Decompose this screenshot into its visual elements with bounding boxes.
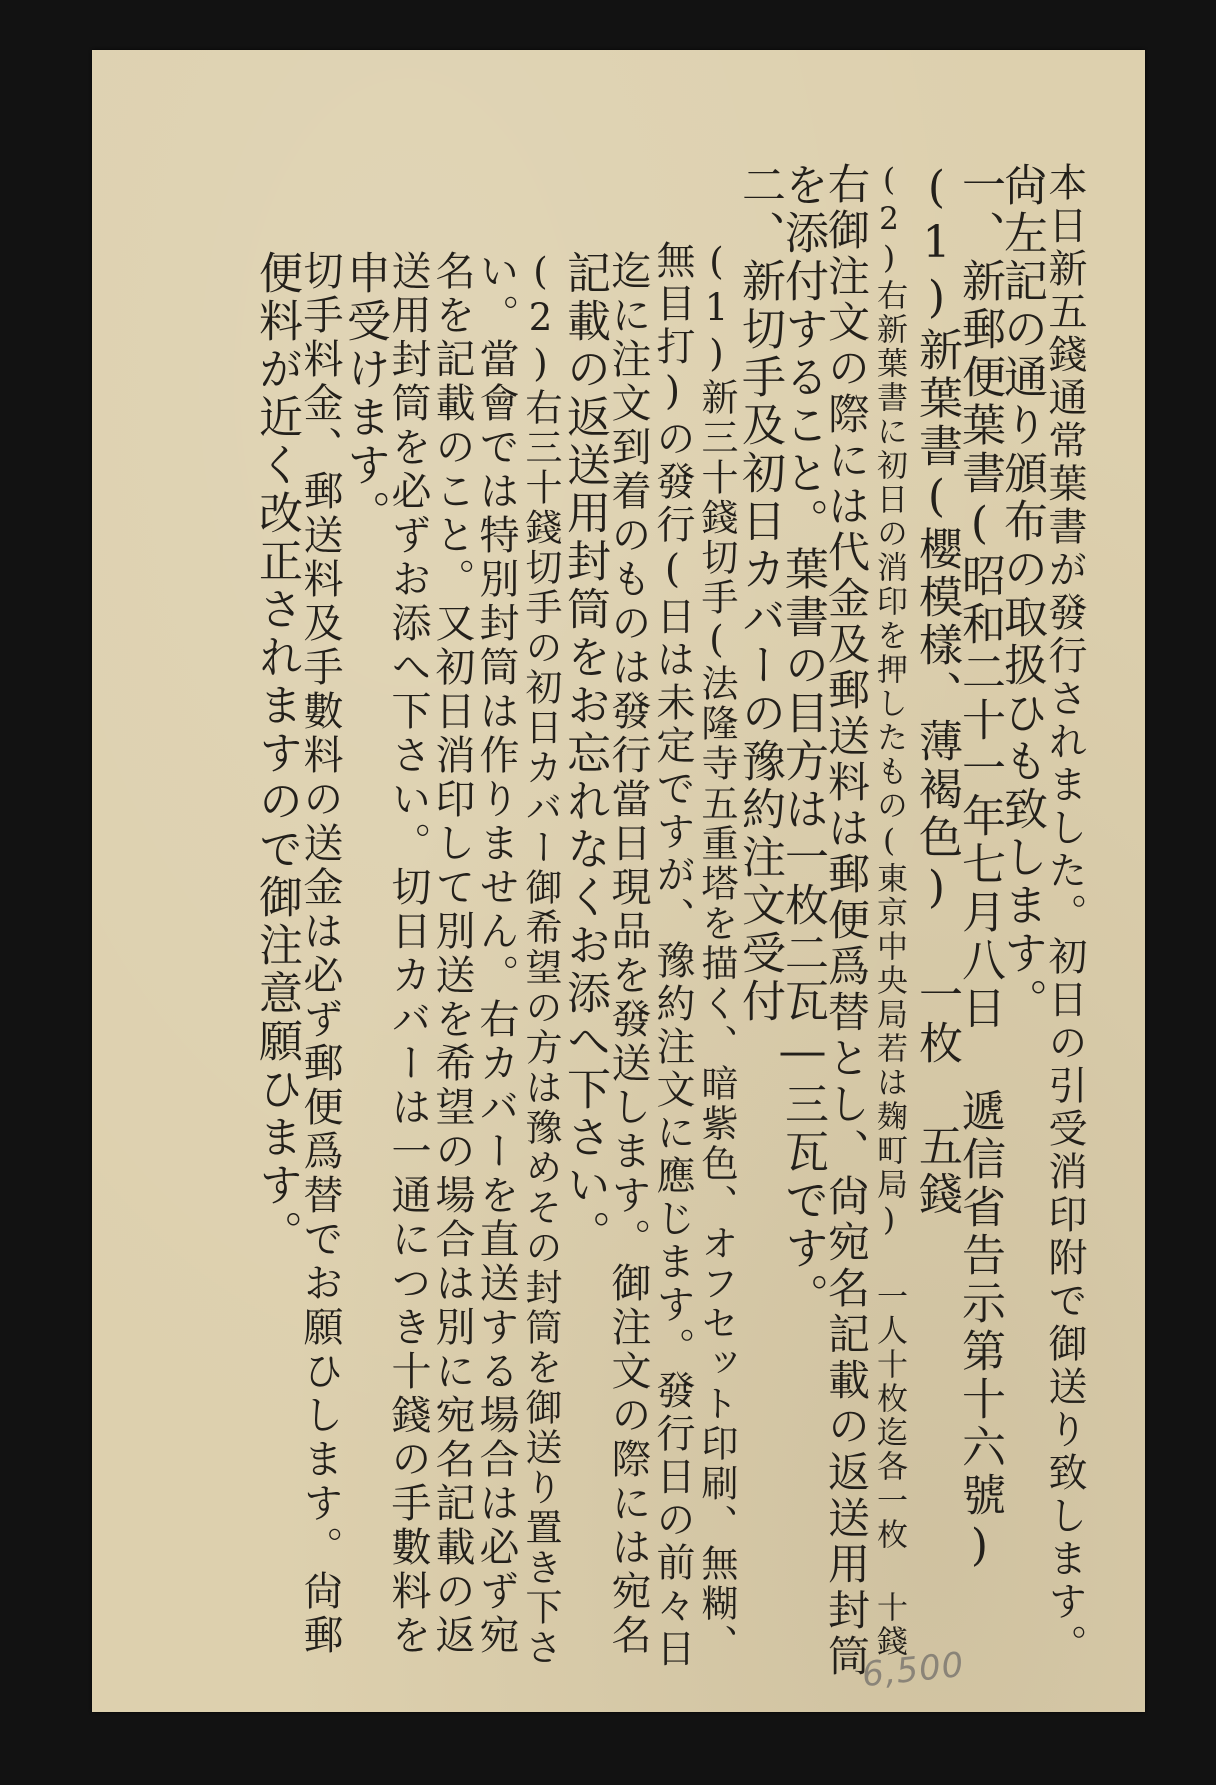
text-column-5: (2)右新葉書に初日の消印を押したもの(東京中央局若は麹町局) 一人十枚迄各一枚 十錢 [871, 162, 907, 1659]
text-column-16: 送用封筒を必ずお添へ下さい。切日カバーは一通につき十錢の手數料を [385, 250, 431, 1658]
text-column-12: 記載の返送用封筒をお忘れなくお添へ下さい。 [559, 250, 610, 1258]
text-column-15: 名を記載のこと。又初日消印して別送を希望の場合は別に宛名記載の返 [429, 250, 475, 1658]
text-column-11: 迄に注文到着のものは發行當日現品を發送します。御注文の際には宛名 [605, 250, 651, 1658]
text-column-17: 申受けます。 [339, 250, 390, 538]
text-column-3: 一、新郵便葉書(昭和二十一年七月八日 遞信省告示第十六號) [954, 162, 1005, 1575]
text-column-8: 二、新切手及初日カバーの豫約注文受付 [734, 162, 785, 1026]
postcard [92, 50, 1145, 1712]
pencil-price-note: 6,500 [860, 1644, 967, 1696]
text-column-9: (1)新三十錢切手(法隆寺五重塔を描く、暗紫色、オフセット印刷、無糊、 [695, 240, 738, 1664]
text-column-4: (1)新葉書(櫻模樣、薄褐色) 一枚 五錢 [911, 162, 962, 1219]
text-column-7: を添付すること。葉書の目方は一枚二瓦―三瓦です。 [777, 162, 828, 1321]
text-column-2: 尙左記の通り頒布の取扱ひも致します。 [996, 162, 1047, 1026]
text-column-1: 本日新五錢通常葉書が發行されました。初日の引受消印附で御送り致します。 [1042, 162, 1087, 1667]
text-column-10: 無目打)の發行(日は未定ですが、豫約注文に應じます。發行日の前々日 [650, 240, 695, 1671]
text-column-18: 切手料金、郵送料及手數料の送金は必ず郵便爲替でお願ひします。尙郵 [297, 250, 343, 1658]
text-column-13: (2)右三十錢切手の初日カバー御希望の方は豫めその封筒を御送り置き下さ [519, 250, 562, 1668]
text-column-14: い。當會では特別封筒は作りません。右カバーを直送する場合は必ず宛 [473, 250, 519, 1658]
text-column-19: 便料が近く改正されますので御注意願ひます。 [251, 250, 302, 1258]
text-column-6: 右御注文の際には代金及郵送料は郵便爲替とし、尙宛名記載の返送用封筒 [822, 162, 871, 1680]
